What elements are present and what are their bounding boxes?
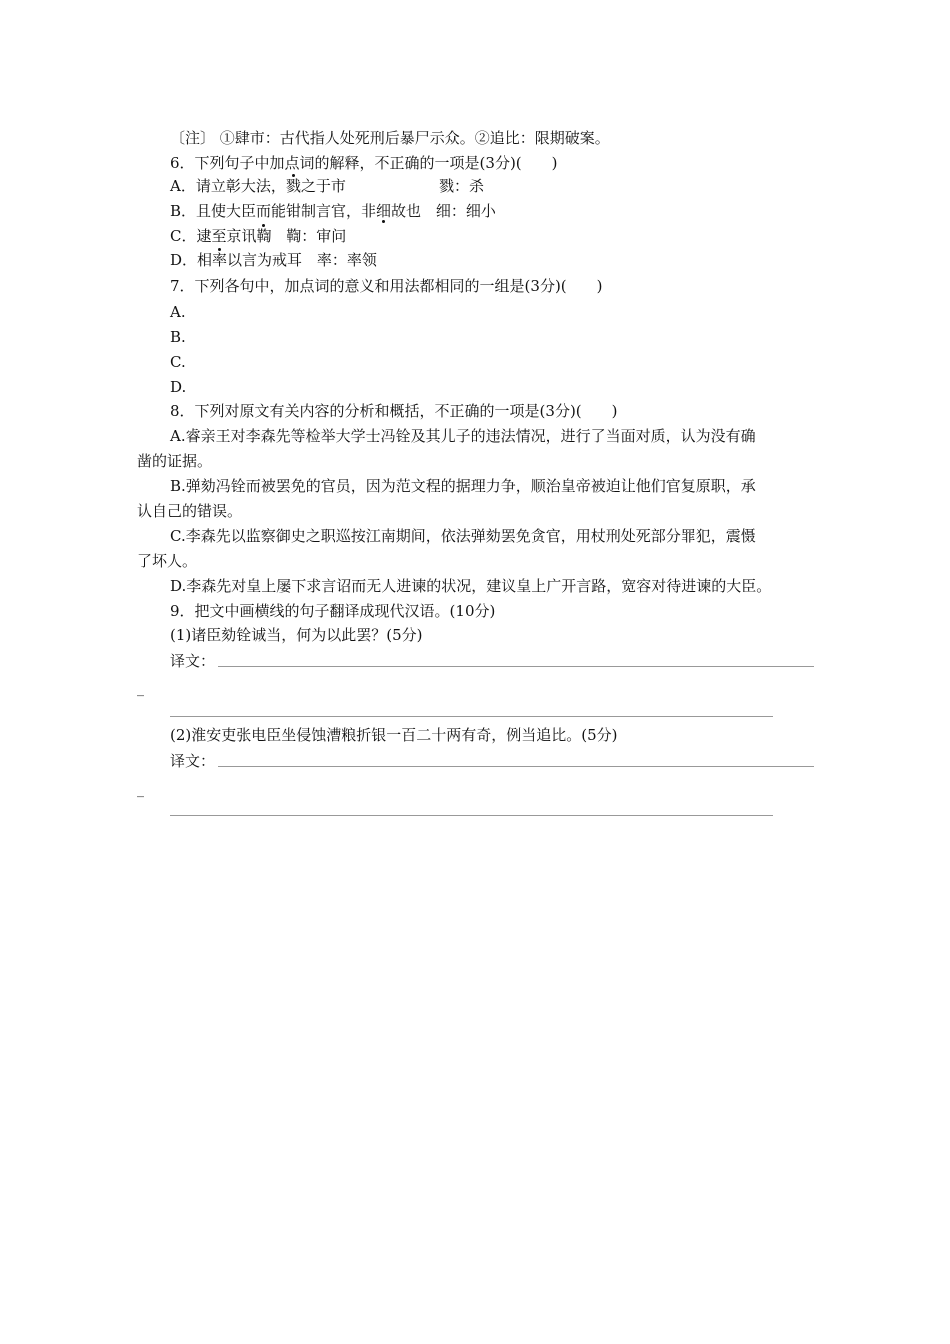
- q6-option-b: B．且使大臣而能钳制言官，非细故也 细：细小: [170, 202, 496, 220]
- gloss: 戮：杀: [439, 177, 485, 195]
- gloss: 细：细小: [435, 202, 496, 220]
- answer-line-1a[interactable]: [218, 666, 814, 667]
- q9-stem: 9．把文中画横线的句子翻译成现代汉语。(10分): [170, 602, 496, 620]
- dotted-word: 鞫: [256, 227, 272, 245]
- q6-option-c: C．逮至京讯鞫 鞫：审问: [170, 227, 347, 245]
- q8-option-b-line1: B.弹劾冯铨而被罢免的官员，因为范文程的据理力争，顺治皇帝被迫让他们官复原职，承: [170, 477, 756, 495]
- answer-label-2: 译文：: [170, 752, 216, 770]
- answer-line-1b[interactable]: [170, 716, 773, 717]
- dotted-word: 细: [376, 202, 392, 220]
- q7-option-b: B.: [170, 328, 186, 346]
- q7-option-a: A.: [170, 303, 186, 321]
- gloss: 鞫：审问: [286, 227, 347, 245]
- answer-label-1: 译文：: [170, 652, 216, 670]
- answer-line-2a[interactable]: [218, 766, 814, 767]
- q9-sentence-2: (2)淮安吏张电臣坐侵蚀漕粮折银一百二十两有奇，例当追比。(5分): [170, 726, 618, 744]
- note: 〔注〕 ①肆市：古代指人处死刑后暴尸示众。②追比：限期破案。: [170, 129, 610, 147]
- q8-option-c-line1: C.李森先以监察御史之职巡按江南期间，依法弹劾罢免贪官，用杖刑处死部分罪犯，震慑: [170, 527, 756, 545]
- dash-mark: _: [137, 681, 144, 697]
- q8-option-d: D.李森先对皇上屡下求言诏而无人进谏的状况，建议皇上广开言路，宽容对待进谏的大臣。: [170, 577, 772, 595]
- q8-option-a-line1: A.睿亲王对李森先等检举大学士冯铨及其儿子的违法情况，进行了当面对质，认为没有确: [170, 427, 756, 445]
- gloss: 率：率领: [316, 251, 377, 269]
- q9-sentence-1: (1)诸臣劾铨诚当，何为以此罢？(5分): [170, 626, 423, 644]
- q8-option-c-line2: 了坏人。: [137, 552, 198, 570]
- q8-option-a-line2: 凿的证据。: [137, 452, 213, 470]
- dash-mark: _: [137, 782, 144, 798]
- dotted-word: 率: [212, 251, 228, 269]
- q7-option-c: C.: [170, 353, 186, 371]
- q8-stem: 8．下列对原文有关内容的分析和概括，不正确的一项是(3分)( ): [170, 402, 618, 420]
- q6-option-a: A．请立彰大法，戮之于市 戮：杀: [170, 177, 485, 195]
- dotted-word: 戮: [285, 177, 301, 195]
- q7-stem: 7．下列各句中，加点词的意义和用法都相同的一组是(3分)( ): [170, 277, 603, 295]
- q7-option-d: D.: [170, 378, 187, 396]
- q6-option-d: D．相率以言为戒耳 率：率领: [170, 251, 377, 269]
- q8-option-b-line2: 认自己的错误。: [137, 502, 243, 520]
- q6-stem: 6．下列句子中加点词的解释，不正确的一项是(3分)( ): [170, 154, 558, 172]
- answer-line-2b[interactable]: [170, 815, 773, 816]
